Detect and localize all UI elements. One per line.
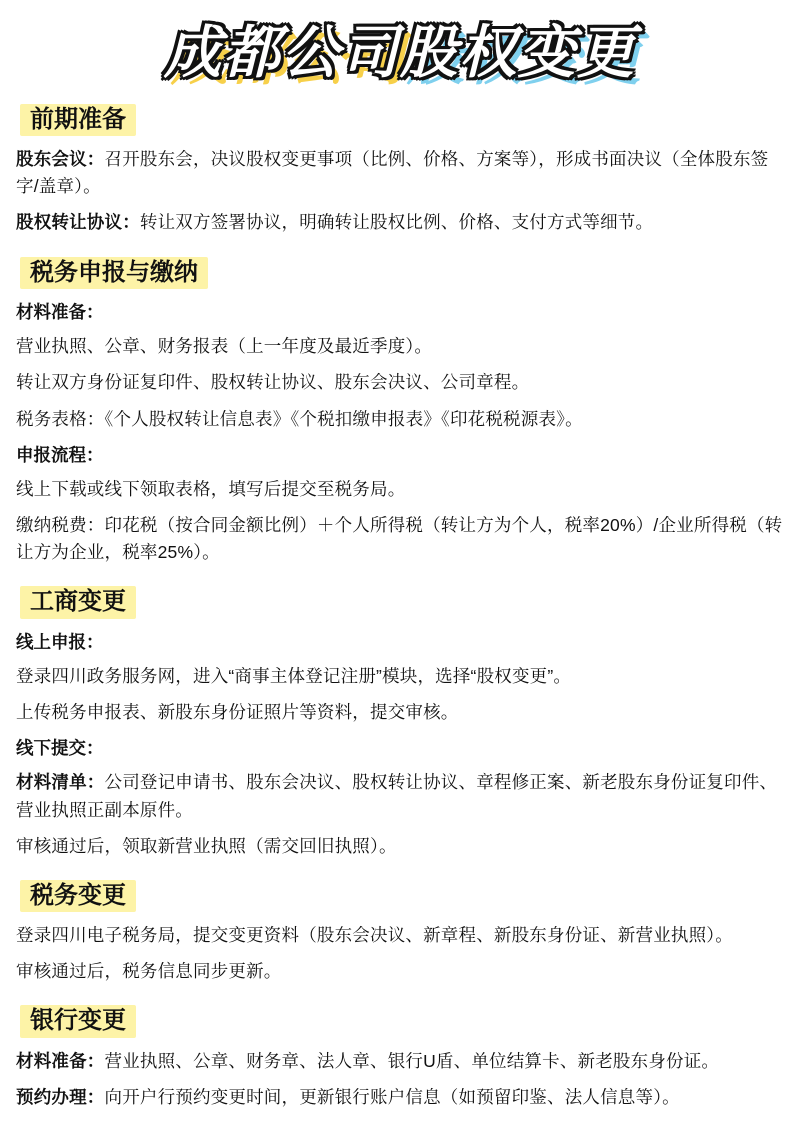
paragraph-text: 上传税务申报表、新股东身份证照片等资料，提交审核。 — [16, 702, 459, 723]
paragraph — [16, 209, 784, 236]
paragraph-text: 审核通过后，领取新营业执照（需交回旧执照）。 — [16, 835, 397, 856]
section — [14, 876, 786, 986]
paragraph-text: 缴纳税费：印花税（按合同金额比例）＋个人所得税（转让方为个人，税率20%）/企业所得税（转让方为企业，税率25%）。 — [16, 515, 783, 563]
title-part-1: 成都公司 — [164, 20, 400, 86]
paragraph — [16, 833, 784, 860]
paragraph-text: 线上下载或线下领取表格，填写后提交至税务局。 — [16, 478, 406, 499]
section-body — [14, 629, 786, 860]
paragraph — [16, 476, 784, 503]
section-body — [14, 299, 786, 566]
paragraph — [16, 512, 784, 566]
title-part-2: 股权变更 — [400, 20, 636, 86]
section-heading: 工商变更 — [20, 586, 136, 618]
paragraph-text: 转让双方签署协议，明确转让股权比例、价格、支付方式等细节。 — [139, 212, 654, 233]
paragraph-label: 预约办理： — [16, 1086, 105, 1107]
paragraph — [16, 146, 784, 200]
paragraph-label: 申报流程： — [16, 444, 104, 465]
paragraph-text: 审核通过后，税务信息同步更新。 — [16, 961, 282, 982]
paragraph — [16, 958, 784, 985]
paragraph — [16, 769, 784, 823]
section — [14, 100, 786, 237]
paragraph-label: 股东会议： — [16, 149, 105, 170]
sub-heading — [16, 735, 784, 761]
paragraph — [16, 1048, 784, 1075]
section-body — [14, 922, 786, 985]
paragraph-text: 登录四川政务服务网，进入“商事主体登记注册”模块，选择“股权变更”。 — [16, 665, 572, 686]
section-heading: 税务申报与缴纳 — [20, 257, 208, 289]
paragraph — [16, 922, 784, 949]
paragraph — [16, 663, 784, 690]
paragraph-text: 向开户行预约变更时间，更新银行账户信息（如预留印鉴、法人信息等）。 — [104, 1086, 680, 1107]
paragraph-text: 登录四川电子税务局，提交变更资料（股东会决议、新章程、新股东身份证、新营业执照）。 — [16, 925, 733, 946]
paragraph-label: 材料准备： — [16, 1050, 105, 1071]
page-title — [14, 10, 786, 100]
paragraph-label: 材料清单： — [16, 772, 105, 793]
section-heading: 前期准备 — [20, 104, 136, 136]
sections-container — [14, 100, 786, 1111]
paragraph-label: 线上申报： — [16, 631, 104, 652]
paragraph — [16, 1084, 784, 1111]
sub-heading — [16, 442, 784, 468]
paragraph-text: 公司登记申请书、股东会决议、股权转让协议、章程修正案、新老股东身份证复印件、营业执照正副本原件。 — [16, 772, 778, 820]
paragraph — [16, 333, 784, 360]
paragraph-label: 线下提交： — [16, 738, 104, 759]
paragraph-label: 股权转让协议： — [16, 212, 140, 233]
paragraph-text: 营业执照、公章、财务报表（上一年度及最近季度）。 — [16, 336, 433, 357]
section-body — [14, 1048, 786, 1111]
section — [14, 1001, 786, 1111]
section-heading: 税务变更 — [20, 880, 136, 912]
paragraph-text: 税务表格：《个人股权转让信息表》《个税扣缴申报表》《印花税税源表》。 — [16, 408, 583, 429]
paragraph — [16, 406, 784, 433]
section — [14, 253, 786, 567]
paragraph-label: 材料准备： — [16, 302, 104, 322]
paragraph — [16, 369, 784, 396]
sub-heading — [16, 629, 784, 655]
paragraph-text: 召开股东会，决议股权变更事项（比例、价格、方案等），形成书面决议（全体股东签字/盖章）。 — [16, 149, 769, 197]
sub-heading — [16, 299, 784, 325]
section-heading: 银行变更 — [20, 1005, 136, 1037]
title-text — [164, 20, 636, 86]
paragraph-text: 转让双方身份证复印件、股权转让协议、股东会决议、公司章程。 — [16, 372, 530, 393]
paragraph — [16, 699, 784, 726]
section — [14, 582, 786, 860]
paragraph-text: 营业执照、公章、财务章、法人章、银行U盾、单位结算卡、新老股东身份证。 — [104, 1050, 720, 1071]
section-body — [14, 146, 786, 236]
